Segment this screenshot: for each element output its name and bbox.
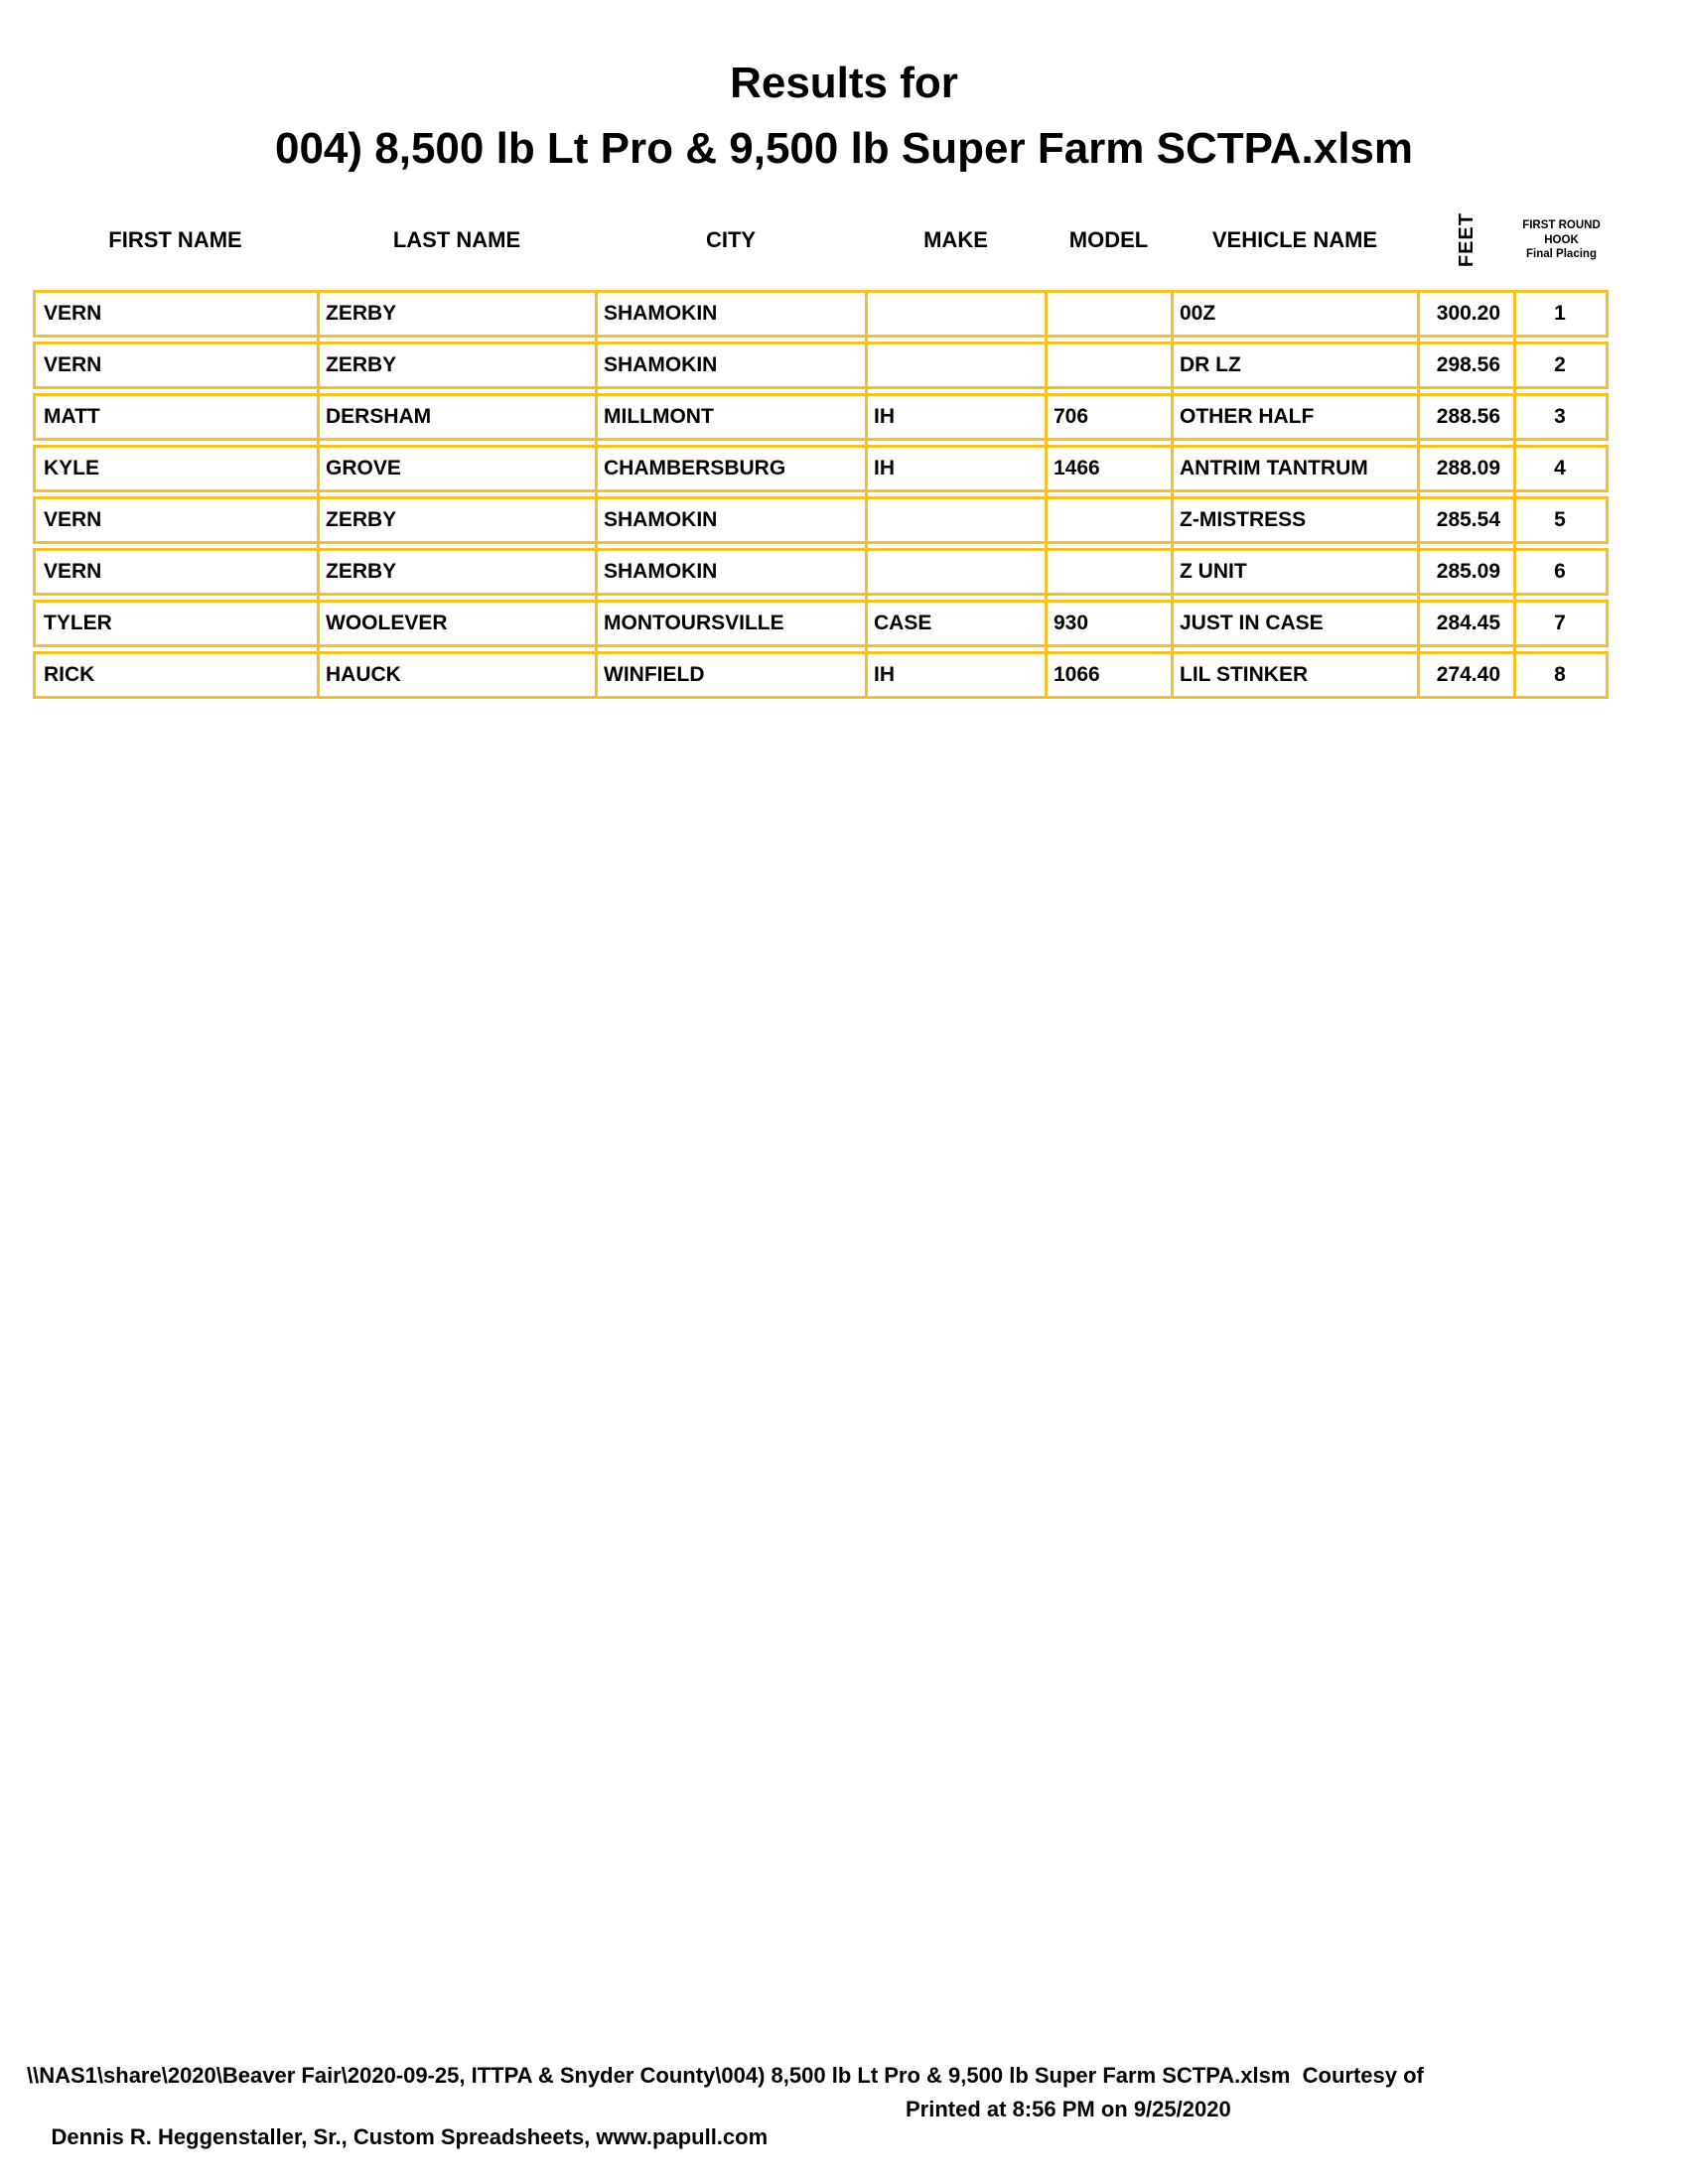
- cell-first-name: RICK: [44, 663, 95, 686]
- cell-placing: 1: [1554, 302, 1566, 325]
- cell-make: [866, 293, 1046, 335]
- cell-city: SHAMOKIN: [604, 353, 718, 376]
- placing-header-line3: Final Placing: [1526, 248, 1597, 261]
- cell-first-name: MATT: [44, 405, 100, 428]
- table-row: [33, 393, 1609, 441]
- cell-last-name: ZERBY: [326, 560, 397, 583]
- cell-placing: 7: [1554, 612, 1566, 634]
- cell-vehicle-name: ANTRIM TANTRUM: [1180, 457, 1368, 479]
- cell-city: SHAMOKIN: [604, 560, 718, 583]
- table-row: [33, 651, 1609, 699]
- cell-vehicle-name: JUST IN CASE: [1180, 612, 1324, 634]
- cell-placing: 8: [1554, 663, 1566, 686]
- cell-make: IH: [874, 663, 895, 686]
- cell-city: MILLMONT: [604, 405, 714, 428]
- cell-city: CHAMBERSBURG: [604, 457, 786, 479]
- cell-feet: 298.56: [1436, 353, 1500, 376]
- cell-make: IH: [874, 457, 895, 479]
- cell-first-name: VERN: [44, 302, 102, 325]
- cell-model: 930: [1054, 612, 1089, 634]
- cell-model: 1466: [1054, 457, 1100, 479]
- cell-first-name: KYLE: [44, 457, 100, 479]
- table-column-headers: [33, 191, 1609, 290]
- cell-placing: 3: [1554, 405, 1566, 428]
- cell-placing: 5: [1554, 508, 1566, 531]
- cell-placing: 6: [1554, 560, 1566, 583]
- column-divider: [1513, 290, 1516, 699]
- cell-feet: 274.40: [1436, 663, 1500, 686]
- cell-placing: 2: [1554, 353, 1566, 376]
- column-header-model: MODEL: [1068, 227, 1149, 252]
- table-row: [33, 290, 1609, 338]
- footer-print-timestamp: Printed at 8:56 PM on 9/25/2020: [906, 2097, 1231, 2121]
- column-header-make: MAKE: [923, 227, 988, 252]
- cell-last-name: ZERBY: [326, 302, 397, 325]
- cell-first-name: TYLER: [44, 612, 112, 634]
- cell-vehicle-name: 00Z: [1180, 302, 1216, 325]
- results-table: [33, 290, 1609, 699]
- cell-last-name: WOOLEVER: [326, 612, 448, 634]
- cell-city: WINFIELD: [604, 663, 705, 686]
- cell-vehicle-name: Z UNIT: [1180, 560, 1247, 583]
- cell-last-name: GROVE: [326, 457, 401, 479]
- table-row: [33, 600, 1609, 647]
- cell-feet: 284.45: [1436, 612, 1500, 634]
- table-row: [33, 496, 1609, 544]
- column-divider: [1417, 290, 1420, 699]
- placing-header-line1: FIRST ROUND: [1522, 219, 1601, 232]
- cell-city: MONTOURSVILLE: [604, 612, 784, 634]
- cell-last-name: ZERBY: [326, 353, 397, 376]
- cell-first-name: VERN: [44, 508, 102, 531]
- cell-model: [1046, 551, 1172, 593]
- cell-first-name: VERN: [44, 560, 102, 583]
- cell-last-name: DERSHAM: [326, 405, 432, 428]
- footer-credit-text: Dennis R. Heggenstaller, Sr., Custom Spreadsheets, www.papull.com: [51, 2124, 769, 2149]
- cell-placing: 4: [1554, 457, 1566, 479]
- cell-model: 706: [1054, 405, 1089, 428]
- column-divider: [865, 290, 868, 699]
- cell-feet: 288.09: [1436, 457, 1500, 479]
- footer-credits: [0, 2096, 1688, 2184]
- cell-model: [1046, 499, 1172, 541]
- cell-vehicle-name: OTHER HALF: [1180, 405, 1315, 428]
- cell-make: [866, 499, 1046, 541]
- cell-model: [1046, 293, 1172, 335]
- column-divider: [1045, 290, 1048, 699]
- cell-last-name: HAUCK: [326, 663, 401, 686]
- table-row: [33, 445, 1609, 492]
- cell-make: IH: [874, 405, 895, 428]
- column-header-placing: [1522, 218, 1601, 262]
- page-title-line1: Results for: [730, 59, 958, 107]
- column-divider: [595, 290, 598, 699]
- column-header-vehicle-name: VEHICLE NAME: [1211, 227, 1378, 252]
- column-divider: [1171, 290, 1174, 699]
- cell-city: SHAMOKIN: [604, 302, 718, 325]
- cell-vehicle-name: DR LZ: [1180, 353, 1241, 376]
- placing-header-line2: HOOK: [1544, 233, 1579, 246]
- cell-model: 1066: [1054, 663, 1100, 686]
- cell-last-name: ZERBY: [326, 508, 397, 531]
- cell-vehicle-name: LIL STINKER: [1180, 663, 1309, 686]
- cell-feet: 300.20: [1436, 302, 1500, 325]
- cell-make: [866, 344, 1046, 386]
- cell-city: SHAMOKIN: [604, 508, 718, 531]
- footer-file-path: \\NAS1\share\2020\Beaver Fair\2020-09-25, ITTPA & Snyder County\004) 8,500 lb Lt Pro & 9,500 lb Super Farm SCTPA.xlsm Courtesy of: [27, 2063, 1424, 2088]
- cell-feet: 285.54: [1436, 508, 1500, 531]
- page-title-line2: 004) 8,500 lb Lt Pro & 9,500 lb Super Farm SCTPA.xlsm: [274, 124, 1414, 173]
- cell-feet: 288.56: [1436, 405, 1500, 428]
- column-divider: [317, 290, 320, 699]
- cell-first-name: VERN: [44, 353, 102, 376]
- table-row: [33, 341, 1609, 389]
- cell-make: CASE: [874, 612, 932, 634]
- cell-vehicle-name: Z-MISTRESS: [1180, 508, 1307, 531]
- cell-make: [866, 551, 1046, 593]
- table-row: [33, 548, 1609, 596]
- column-header-feet: FEET: [1455, 212, 1477, 268]
- column-header-last-name: LAST NAME: [392, 227, 521, 252]
- cell-model: [1046, 344, 1172, 386]
- cell-feet: 285.09: [1436, 560, 1500, 583]
- column-header-city: CITY: [705, 227, 757, 252]
- column-header-first-name: FIRST NAME: [108, 227, 242, 252]
